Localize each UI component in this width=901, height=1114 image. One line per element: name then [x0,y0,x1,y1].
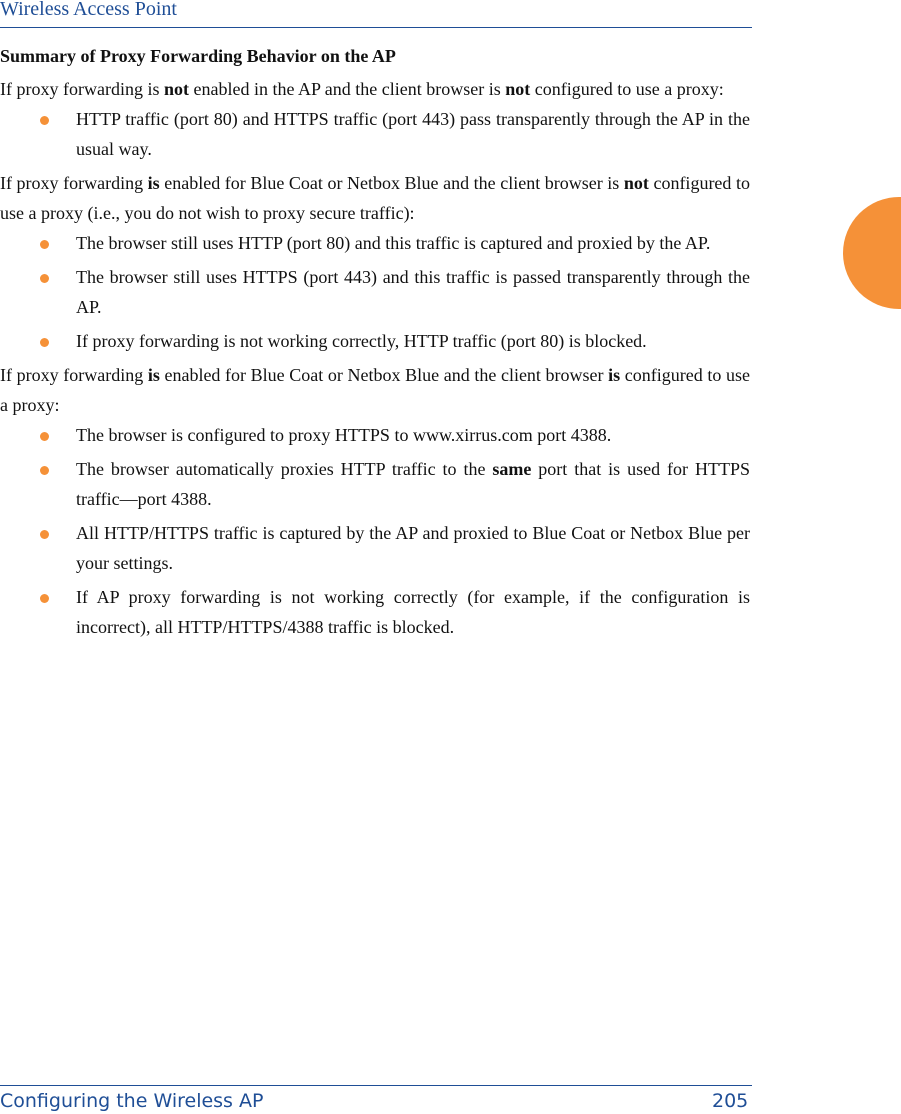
list-item-text: The browser still uses HTTP (port 80) and this traffic is captured and proxied by the AP. [76,233,711,253]
bullet-list-3 [0,420,750,642]
bullet-icon [40,274,49,283]
text-run: configured to use a proxy: [530,79,724,99]
bold-run: is [147,365,160,385]
list-item-text: The browser is configured to proxy HTTPS to www.xirrus.com port 4388. [76,425,612,445]
bullet-icon [40,432,49,441]
paragraph-1 [0,74,750,104]
text-run: configured to use a proxy (i.e., you do not wish to proxy secure traffic): [0,173,750,223]
bold-run: not [623,173,649,193]
text-run: enabled for Blue Coat or Netbox Blue and the client browser [159,365,609,385]
list-item-text: If AP proxy forwarding is not working correctly (for example, if the configuration is incorrect), all HTTP/HTTPS/4388 traffic is blocked. [76,587,750,637]
list-item [0,104,750,164]
paragraph-2 [0,168,750,228]
list-item [0,582,750,642]
bullet-list-1 [0,104,750,164]
list-item [0,454,750,514]
bold-run: is [147,173,160,193]
text-run: If proxy forwarding [0,365,148,385]
list-item [0,326,750,356]
footer-rule [0,1085,752,1086]
running-header: Wireless Access Point [0,0,177,20]
bold-run: not [163,79,189,99]
text-run: port that is used for HTTPS traffic—port 4388. [76,459,750,509]
page-body [0,44,750,646]
bullet-icon [40,116,49,125]
list-item-text: If proxy forwarding is not working correctly, HTTP traffic (port 80) is blocked. [76,331,647,351]
text-run: If proxy forwarding [0,173,148,193]
text-run: configured to use a proxy: [0,365,750,415]
bullet-list-2 [0,228,750,356]
bold-run: not [505,79,531,99]
text-run: enabled for Blue Coat or Netbox Blue and the client browser is [159,173,624,193]
page-number: 205 [712,1090,749,1112]
chapter-tab [843,197,901,309]
bullet-icon [40,530,49,539]
list-item-text: The browser still uses HTTPS (port 443) and this traffic is passed transparently through the AP. [76,267,750,317]
list-item-text: All HTTP/HTTPS traffic is captured by the AP and proxied to Blue Coat or Netbox Blue per your settings. [76,523,750,573]
bullet-icon [40,338,49,347]
text-run: The browser automatically proxies HTTP traffic to the [76,459,493,479]
list-item [0,420,750,450]
paragraph-3 [0,360,750,420]
bold-run: is [608,365,621,385]
list-item [0,518,750,578]
section-heading: Summary of Proxy Forwarding Behavior on the AP [0,46,396,66]
bullet-icon [40,594,49,603]
bullet-icon [40,466,49,475]
footer-chapter-title: Configuring the Wireless AP [0,1090,264,1112]
list-item [0,228,750,258]
header-rule [0,27,752,28]
text-run: If proxy forwarding is [0,79,164,99]
list-item-text: HTTP traffic (port 80) and HTTPS traffic (port 443) pass transparently through the AP in the usual way. [76,109,750,159]
bullet-icon [40,240,49,249]
list-item [0,262,750,322]
text-run: enabled in the AP and the client browser is [188,79,506,99]
bold-run: same [492,459,532,479]
